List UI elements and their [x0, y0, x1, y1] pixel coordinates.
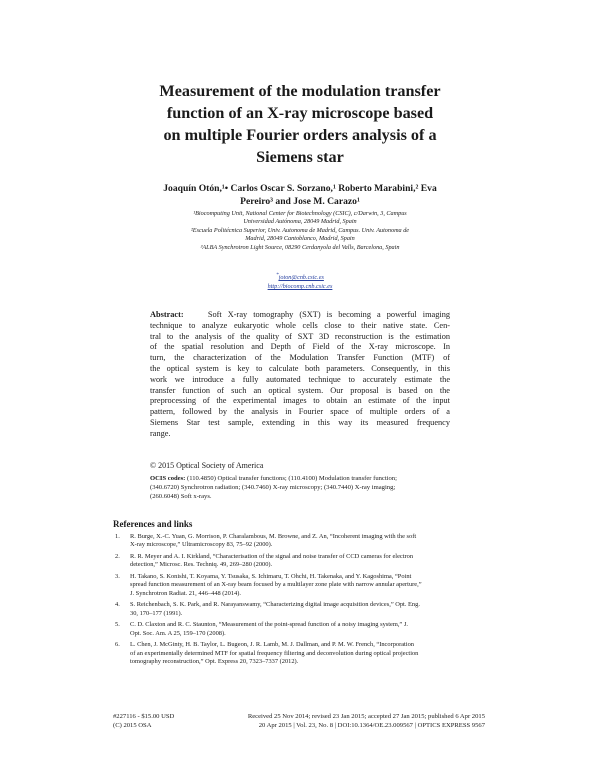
reference-line: R. R. Meyer and A. I. Kirkland, “Characterisation of the signal and noise transfer of CCD cameras for electron [130, 553, 414, 560]
reference-line: J. Synchrotron Radiat. 21, 446–448 (2014). [130, 589, 241, 597]
authors-line: Joaquín Otón,¹• Carlos Oscar S. Sorzano,¹ Roberto Marabini,² Eva [163, 183, 437, 194]
authors-line: Pereiro³ and Jose M. Carazo¹ [240, 196, 360, 207]
copyright-notice: © 2015 Optical Society of America [150, 461, 264, 470]
ocis-line: (260.6048) Soft x-rays. [150, 493, 212, 500]
footer-price: #227116 - $15.00 USD [113, 713, 175, 720]
email-mark: * [276, 272, 279, 278]
website [150, 283, 450, 290]
affiliations [150, 210, 450, 252]
reference-number: 4. [115, 601, 120, 609]
references-heading: References and links [113, 519, 193, 529]
email-link[interactable]: joton@cnb.csic.es [278, 274, 324, 282]
reference-list [113, 533, 488, 670]
abstract-text: Soft X-ray tomography (SXT) is becoming a powerful imaging [207, 310, 450, 319]
reference-line: R. Burge, X.-C. Yuan, G. Morrison, P. Charalambous, M. Browne, and Z. An, “Incoherent imaging with the soft [130, 533, 417, 540]
ocis-text: (110.4850) Optical transfer functions; (110.4100) Modulation transfer function; [187, 475, 397, 482]
reference-line: L. Chen, J. McGinty, H. B. Taylor, L. Bugeon, J. R. Lamb, M. J. Dallman, and P. M. W. French, “Incorporation [130, 641, 415, 649]
title-line: function of an X-ray microscope based [166, 104, 434, 122]
abstract-line: the optical system is key to calculate both parameters. Consequently, in this [150, 363, 450, 373]
abstract-line: pattern, followed by the analysis in Fourier space of multiple orders of a [150, 407, 450, 417]
reference-line: H. Takano, S. Konishi, T. Koyama, Y. Tsusaka, S. Ichimaru, T. Ohchi, H. Takenaka, and Y. Kagoshima, “Point [130, 573, 412, 580]
author-list [150, 182, 450, 208]
ocis-label: OCIS codes: [150, 475, 186, 482]
abstract-line: tral to the analysis of the quality of SXT 3D reconstruction is the estimation [150, 331, 450, 341]
reference-item [113, 601, 488, 618]
ocis-line: (340.6720) Synchrotron radiation; (340.7460) X-ray microscopy; (340.7440) X-ray imaging; [150, 484, 396, 491]
affiliation-line: Universidad Autónoma, 28049 Madrid, Spain [243, 218, 357, 226]
abstract-line: Siemens Star test sample, extending in this way its measured frequency [150, 417, 450, 427]
affiliation-line: ³ALBA Synchrotron Light Source, 08290 Cerdanyola del Valls, Barcelona, Spain [200, 243, 400, 251]
footer-copyright: (C) 2015 OSA [113, 722, 152, 729]
abstract [150, 310, 450, 440]
corresponding-email [150, 272, 450, 281]
reference-line: tomography reconstruction,” Opt. Express 20, 7323–7337 (2012). [130, 658, 299, 666]
affiliation-line: Madrid, 28049 Cantoblanco, Madrid, Spain [245, 235, 355, 243]
reference-line: of an experimentally determined MTF for spatial frequency filtering and deconvolution during optical projection [130, 649, 419, 657]
footer-dates: Received 25 Nov 2014; revised 23 Jan 2015; accepted 27 Jan 2015; published 6 Apr 2015 [247, 713, 485, 720]
reference-item [113, 533, 488, 550]
abstract-line: technique to analyze eukaryotic whole cells close to their native state. Cen- [150, 320, 450, 330]
reference-line: 30, 170–177 (1991). [130, 609, 183, 617]
abstract-line: transfer function of such an optical system. Our proposal is based on the [150, 385, 450, 395]
title-line: Measurement of the modulation transfer [159, 82, 441, 100]
reference-item [113, 621, 488, 638]
reference-line: C. D. Claxton and R. C. Staunton, “Measurement of the point-spread function of a noisy imaging system,” J. [130, 621, 408, 629]
affiliation-line: ¹Biocomputing Unit, National Center for Biotechnology (CSIC), c/Darwin, 3, Campus [193, 210, 407, 217]
footer-citation: 20 Apr 2015 | Vol. 23, No. 8 | DOI:10.1364/OE.23.009567 | OPTICS EXPRESS 9567 [258, 722, 485, 729]
reference-line: Opt. Soc. Am. A 25, 159–170 (2008). [130, 629, 226, 637]
ocis-codes [150, 474, 450, 501]
abstract-line: preprocessing of the experimental images to obtain an estimate of the input [150, 396, 450, 406]
footer-right [202, 712, 485, 730]
ocis-line [150, 474, 450, 483]
reference-item [113, 553, 488, 570]
reference-line: S. Reichenbach, S. K. Park, and R. Narayanswamy, “Characterizing digital image acquisition devices,” Opt. Eng. [130, 601, 420, 609]
abstract-line [150, 310, 450, 321]
reference-line: detection,” Microsc. Res. Techniq. 49, 269–280 (2000). [130, 561, 273, 569]
abstract-line: work we introduce a fully automated technique to accurately estimate the [150, 374, 450, 384]
website-link[interactable]: http://biocomp.cnb.csic.es [267, 283, 333, 290]
reference-number: 1. [115, 533, 120, 540]
reference-item [113, 573, 488, 598]
reference-number: 3. [115, 573, 120, 580]
abstract-line: range. [150, 428, 171, 438]
reference-item [113, 641, 488, 666]
title-line: Siemens star [256, 148, 344, 166]
reference-number: 5. [115, 621, 120, 629]
title-line: on multiple Fourier orders analysis of a [163, 126, 437, 144]
reference-line: X-ray microscope,” Ultramicroscopy 83, 75–92 (2000). [130, 541, 273, 549]
paper-title [120, 80, 480, 168]
footer-left [113, 712, 174, 730]
abstract-line: of the spatial resolution and Depth of Field of the X-ray microscope. In [150, 342, 450, 352]
reference-number: 2. [115, 553, 120, 560]
affiliation-line: ²Escuela Politécnica Superior, Univ. Autonoma de Madrid, Campus. Univ. Autonoma de [190, 226, 410, 234]
reference-line: spread function measurement of an X-ray beam focused by a multilayer zone plate with narrow annular aperture,” [130, 581, 422, 589]
abstract-label: Abstract: [150, 310, 184, 319]
abstract-line: turn, the characterization of the Modulation Transfer Function (MTF) of [150, 353, 450, 363]
reference-number: 6. [115, 641, 120, 649]
